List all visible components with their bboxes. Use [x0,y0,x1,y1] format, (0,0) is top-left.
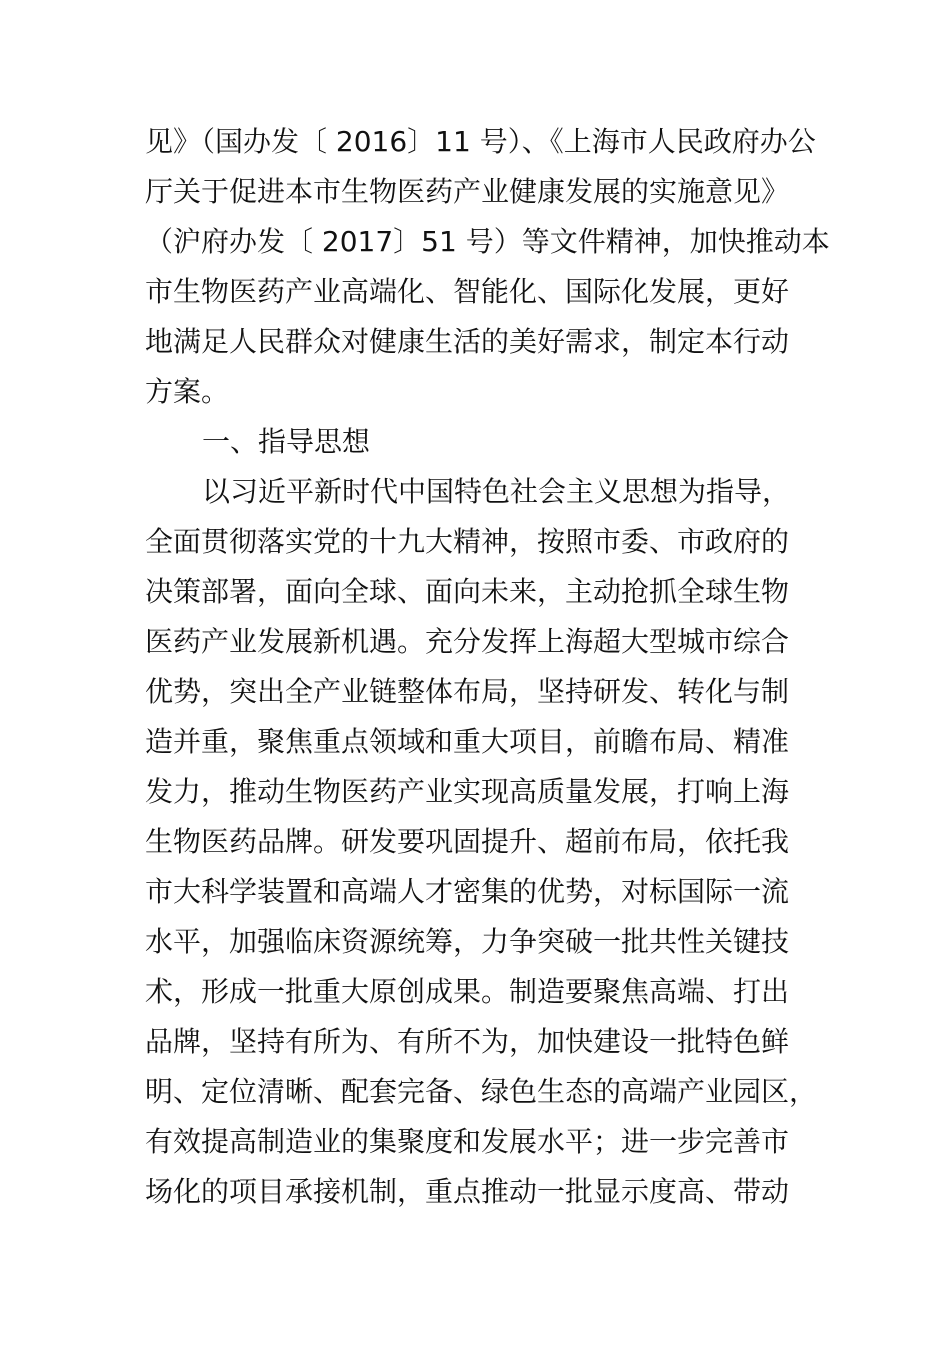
body-line: 市大科学装置和高端人才密集的优势，对标国际一流 [145,875,790,908]
intro-line: 方案。 [145,375,230,408]
body-line: 品牌，坚持有所为、有所不为，加快建设一批特色鲜 [145,1025,790,1058]
document-text [145,117,830,1217]
section-heading: 一、指导思想 [202,425,371,458]
body-line: 水平，加强临床资源统筹，力争突破一批共性关键技 [145,925,790,958]
intro-line: 厅关于促进本市生物医药产业健康发展的实施意见》 [145,175,790,208]
intro-line: 见》（国办发〔 2016〕11 号）、《上海市人民政府办公 [145,125,816,158]
body-line: 场化的项目承接机制，重点推动一批显示度高、带动 [145,1175,790,1208]
body-line: 优势，突出全产业链整体布局，坚持研发、转化与制 [145,675,790,708]
body-line: 造并重，聚焦重点领域和重大项目，前瞻布局、精准 [145,725,790,758]
intro-line: 市生物医药产业高端化、智能化、国际化发展，更好 [145,275,790,308]
intro-line: 地满足人民群众对健康生活的美好需求，制定本行动 [145,325,790,358]
body-line: 术，形成一批重大原创成果。制造要聚焦高端、打出 [145,975,790,1008]
body-line: 医药产业发展新机遇。充分发挥上海超大型城市综合 [145,625,790,658]
body-line: 生物医药品牌。研发要巩固提升、超前布局，依托我 [145,825,790,858]
intro-line: （沪府办发〔 2017〕51 号）等文件精神，加快推动本 [145,225,830,258]
body-line: 发力，推动生物医药产业实现高质量发展，打响上海 [145,775,790,808]
body-line: 有效提高制造业的集聚度和发展水平；进一步完善市 [145,1125,790,1158]
body-line: 决策部署，面向全球、面向未来，主动抢抓全球生物 [145,575,790,608]
body-line: 以习近平新时代中国特色社会主义思想为指导， [202,475,791,508]
body-line: 全面贯彻落实党的十九大精神，按照市委、市政府的 [145,525,790,558]
body-line: 明、定位清晰、配套完备、绿色生态的高端产业园区， [145,1075,818,1108]
